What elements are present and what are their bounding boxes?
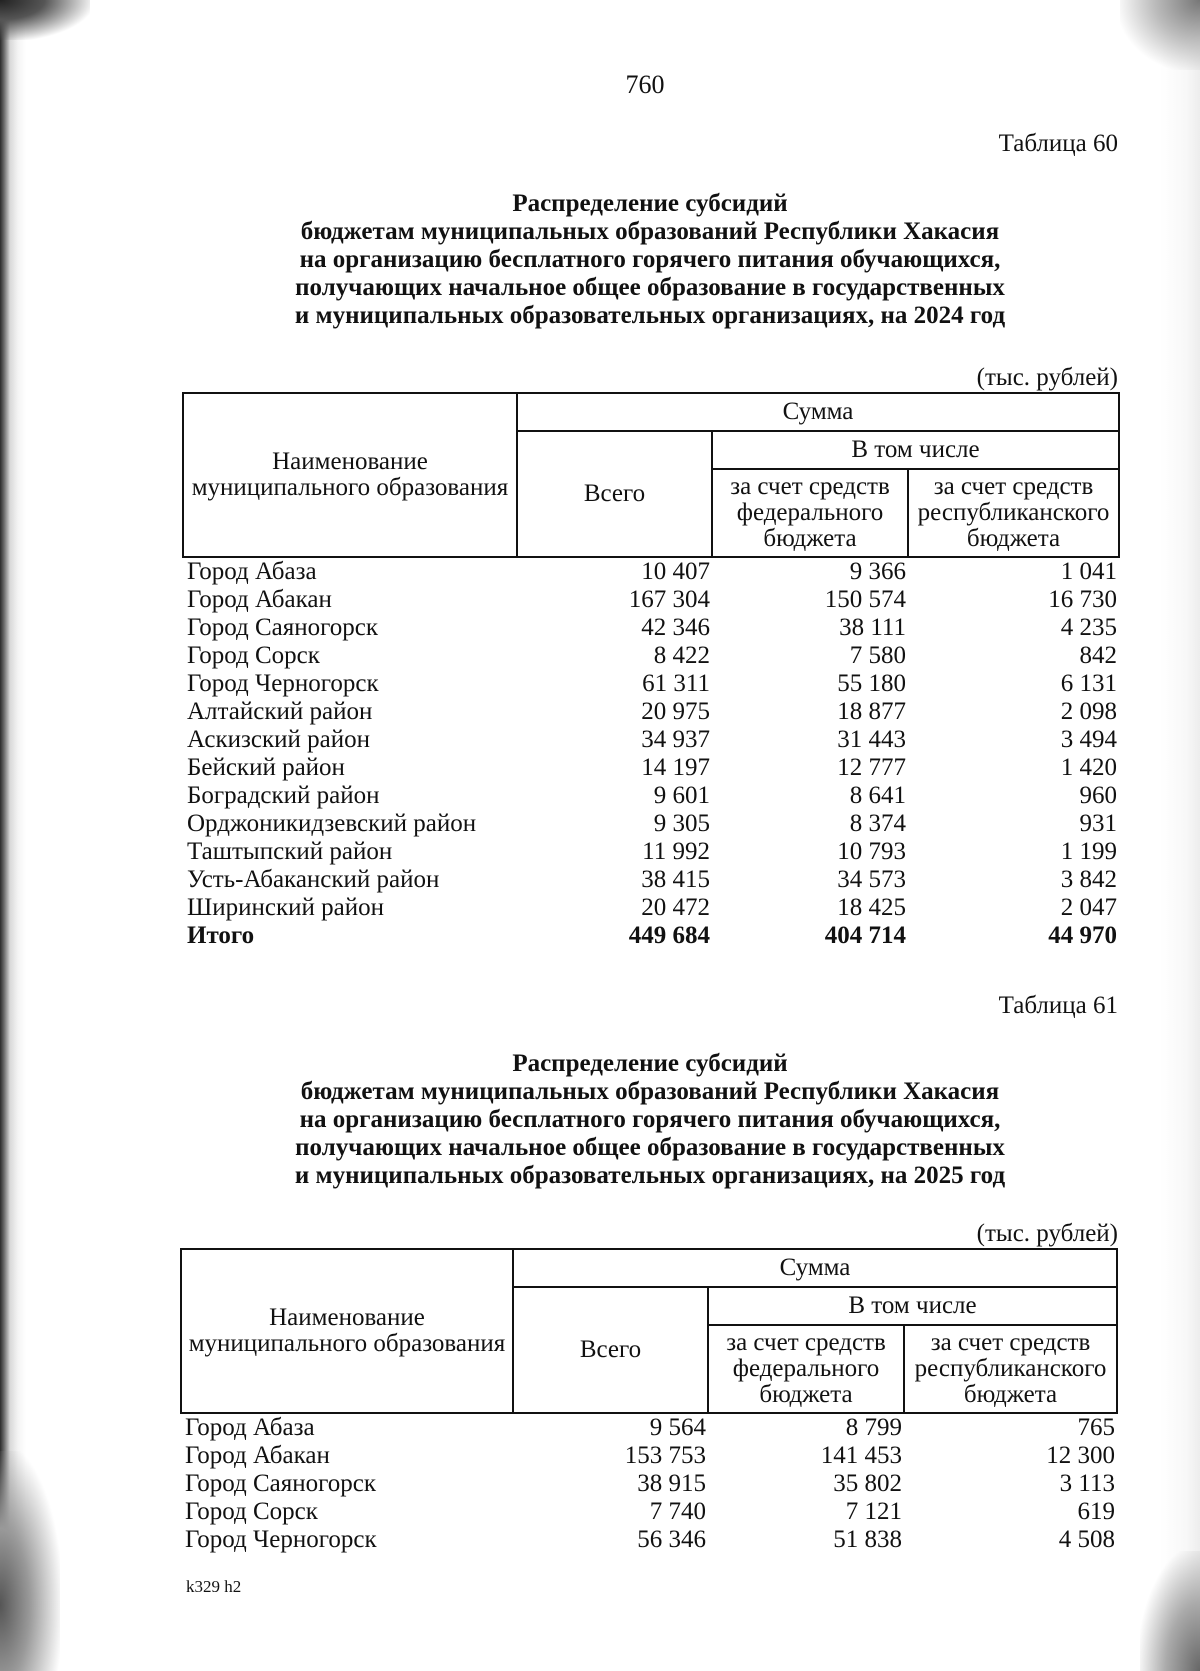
cell-total: 56 346 (637, 1526, 706, 1553)
table-row (181, 1413, 1117, 1442)
table60-header-including: В том числе (712, 431, 1119, 469)
table61-title-line: бюджетам муниципальных образований Республики Хакасия (300, 1078, 1000, 1105)
table-row (183, 894, 1119, 922)
scan-corner-top-right (1120, 0, 1200, 70)
cell-total: 11 992 (642, 838, 710, 865)
table61-header-federal: за счет средств федерального бюджета (708, 1325, 904, 1413)
table61-header-including: В том числе (708, 1287, 1117, 1325)
table60-label: Таблица 60 (998, 130, 1118, 157)
cell-federal: 150 574 (824, 586, 906, 613)
cell-total: 10 407 (641, 558, 710, 585)
table61-title (170, 1050, 1130, 1190)
table60-header-republican: за счет средств республиканского бюджета (908, 469, 1119, 557)
table-row (183, 782, 1119, 810)
table60-header-total: Всего (517, 431, 712, 557)
cell-total: 7 740 (649, 1498, 706, 1525)
cell-name: Орджоникидзевский район (187, 810, 477, 837)
cell-republican: 2 047 (1060, 894, 1117, 921)
cell-name: Бейский район (187, 754, 345, 781)
table61-title-line: получающих начальное общее образование в государственных (295, 1134, 1005, 1161)
table61-header-total: Всего (513, 1287, 708, 1413)
table-row (183, 586, 1119, 614)
scan-corner-bottom-right (1140, 1551, 1200, 1671)
cell-total: 38 415 (641, 866, 710, 893)
cell-name: Город Сорск (187, 642, 320, 669)
cell-republican: 6 131 (1060, 670, 1117, 697)
cell-total: 153 753 (624, 1442, 706, 1469)
table-row (183, 838, 1119, 866)
table60-header-sum: Сумма (517, 393, 1119, 431)
total-row (183, 922, 1119, 950)
cell-republican: 4 235 (1060, 614, 1117, 641)
table61-body (181, 1413, 1117, 1554)
cell-federal: 55 180 (837, 670, 906, 697)
cell-name: Итого (187, 922, 255, 949)
cell-total: 20 975 (641, 698, 710, 725)
table-row (183, 866, 1119, 894)
footer-code: k329 h2 (186, 1577, 242, 1596)
cell-republican: 1 041 (1060, 558, 1117, 585)
cell-federal: 10 793 (837, 838, 906, 865)
table-row (181, 1470, 1117, 1498)
cell-total: 34 937 (641, 726, 710, 753)
cell-republican: 16 730 (1048, 586, 1117, 613)
table60-title-line: на организацию бесплатного горячего питания обучающихся, (299, 246, 1001, 273)
cell-name: Город Черногорск (185, 1526, 377, 1553)
cell-federal: 7 121 (845, 1498, 902, 1525)
cell-total: 42 346 (641, 614, 710, 641)
table60-body (183, 557, 1119, 950)
cell-total: 38 915 (637, 1470, 706, 1497)
table61-label: Таблица 61 (998, 992, 1118, 1019)
cell-total: 167 304 (628, 586, 710, 613)
cell-republican: 1 420 (1060, 754, 1117, 781)
table60 (182, 392, 1120, 950)
cell-total: 61 311 (642, 670, 710, 697)
page-number: 760 (625, 70, 665, 99)
cell-federal: 18 877 (837, 698, 906, 725)
cell-name: Город Абаза (185, 1414, 315, 1441)
cell-republican: 619 (1077, 1498, 1115, 1525)
table-row (183, 614, 1119, 642)
cell-federal: 8 799 (845, 1414, 902, 1441)
cell-republican: 3 113 (1059, 1470, 1115, 1497)
cell-name: Боградский район (187, 782, 380, 809)
table60-title-line: получающих начальное общее образование в государственных (295, 274, 1005, 301)
cell-federal: 34 573 (837, 866, 906, 893)
cell-federal: 12 777 (837, 754, 906, 781)
table61-title-line: на организацию бесплатного горячего питания обучающихся, (299, 1106, 1001, 1133)
cell-republican: 842 (1079, 642, 1117, 669)
cell-federal: 141 453 (820, 1442, 902, 1469)
cell-name: Ширинский район (187, 894, 384, 921)
cell-name: Город Абаза (187, 558, 317, 585)
table60-title (170, 190, 1130, 330)
cell-federal: 8 641 (849, 782, 906, 809)
table61-header-name: Наименование муниципального образования (181, 1249, 513, 1413)
scan-edge-left (0, 0, 26, 1671)
cell-total: 14 197 (641, 754, 710, 781)
table-row (183, 557, 1119, 586)
cell-name: Город Абакан (185, 1442, 330, 1469)
scan-corner-bottom-left (0, 1451, 60, 1671)
cell-name: Город Сорск (185, 1498, 318, 1525)
table60-header-name: Наименование муниципального образования (183, 393, 517, 557)
table60-header-federal: за счет средств федерального бюджета (712, 469, 908, 557)
cell-republican: 44 970 (1048, 922, 1117, 949)
table-row (183, 754, 1119, 782)
cell-total: 449 684 (628, 922, 710, 949)
cell-total: 20 472 (641, 894, 710, 921)
table60-title-line: бюджетам муниципальных образований Республики Хакасия (300, 218, 1000, 245)
cell-name: Город Черногорск (187, 670, 379, 697)
table61 (180, 1248, 1118, 1554)
cell-federal: 8 374 (849, 810, 906, 837)
cell-republican: 765 (1077, 1414, 1115, 1441)
cell-republican: 1 199 (1060, 838, 1117, 865)
table60-unit-note: (тыс. рублей) (976, 364, 1118, 391)
table60-title-line: и муниципальных образовательных организациях, на 2024 год (294, 302, 1006, 329)
cell-total: 9 305 (653, 810, 710, 837)
table61-header-republican: за счет средств республиканского бюджета (904, 1325, 1117, 1413)
table-row (181, 1442, 1117, 1470)
table61-title-line: и муниципальных образовательных организациях, на 2025 год (294, 1162, 1006, 1189)
table61-unit-note: (тыс. рублей) (976, 1220, 1118, 1247)
cell-republican: 12 300 (1046, 1442, 1115, 1469)
table-row (183, 642, 1119, 670)
cell-federal: 18 425 (837, 894, 906, 921)
cell-name: Город Саяногорск (187, 614, 379, 641)
cell-republican: 960 (1079, 782, 1117, 809)
cell-federal: 51 838 (833, 1526, 902, 1553)
cell-federal: 9 366 (849, 558, 906, 585)
cell-name: Аскизский район (187, 726, 371, 753)
table-row (183, 670, 1119, 698)
cell-republican: 2 098 (1060, 698, 1117, 725)
table61-header-sum: Сумма (513, 1249, 1117, 1287)
table-row (181, 1526, 1117, 1554)
table-row (183, 726, 1119, 754)
cell-name: Город Абакан (187, 586, 332, 613)
table61-title-line: Распределение субсидий (512, 1050, 788, 1077)
cell-name: Таштыпский район (187, 838, 393, 865)
cell-total: 8 422 (653, 642, 710, 669)
table-row (183, 810, 1119, 838)
cell-name: Город Саяногорск (185, 1470, 377, 1497)
cell-federal: 404 714 (824, 922, 906, 949)
table60-title-line: Распределение субсидий (512, 190, 788, 217)
scan-edge-right (1160, 0, 1200, 1671)
table-row (181, 1498, 1117, 1526)
cell-name: Усть-Абаканский район (187, 866, 440, 893)
cell-total: 9 564 (649, 1414, 706, 1441)
cell-republican: 3 494 (1060, 726, 1117, 753)
table-row (183, 698, 1119, 726)
cell-federal: 35 802 (833, 1470, 902, 1497)
cell-total: 9 601 (653, 782, 710, 809)
cell-federal: 31 443 (837, 726, 906, 753)
scan-edge-top (0, 0, 90, 40)
cell-federal: 38 111 (839, 614, 906, 641)
cell-republican: 931 (1079, 810, 1117, 837)
cell-republican: 4 508 (1058, 1526, 1115, 1553)
cell-republican: 3 842 (1060, 866, 1117, 893)
cell-federal: 7 580 (849, 642, 906, 669)
cell-name: Алтайский район (187, 698, 373, 725)
